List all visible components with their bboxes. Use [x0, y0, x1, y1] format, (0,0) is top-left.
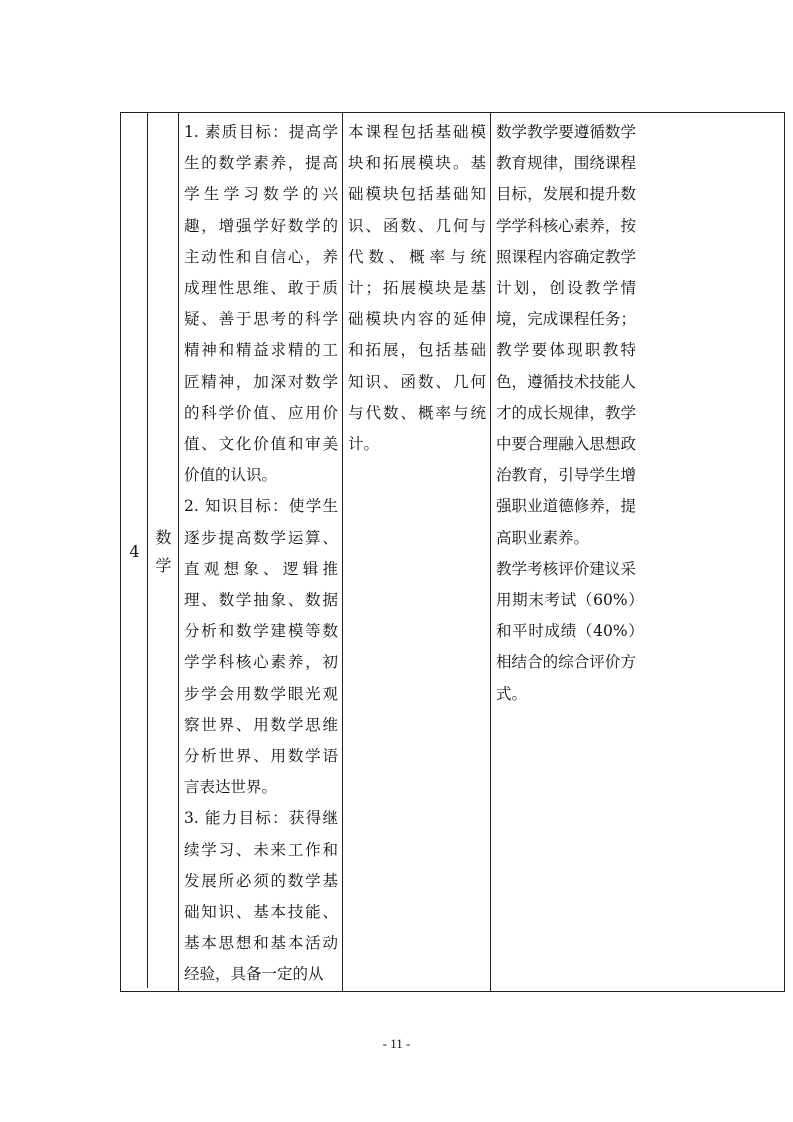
content-text	[343, 113, 490, 460]
objectives-text	[179, 113, 342, 991]
subject-char: 学	[155, 555, 172, 575]
row-number-cell	[121, 113, 179, 992]
content-paragraph: 本课程包括基础模块和拓展模块。基础模块包括基础知识、函数、几何与代数、概率与统计；拓展模块是基础模块内容的延伸和拓展，包括基础知识、函数、几何与代数、概率与统计。	[348, 123, 486, 454]
objectives-cell	[179, 113, 343, 992]
curriculum-table	[120, 112, 785, 992]
subject-char: 数	[155, 527, 172, 547]
number-subject-split	[121, 114, 179, 990]
row-number: 4	[129, 542, 140, 562]
requirement-paragraph: 数学教学要遵循数学教育规律，围绕课程目标，发展和提升数学学科核心素养，按照课程内容确定教学计划，创设教学情境，完成课程任务；教学要体现职教特色，遵循技术技能人才的成长规律，教学中要合理融入思想政治教育，引导学生增强职业道德修养，提高职业素养。	[496, 123, 636, 547]
requirements-cell	[491, 113, 785, 992]
page-number: - 11 -	[382, 1036, 411, 1051]
content-cell	[343, 113, 491, 992]
table-row	[121, 113, 785, 992]
requirement-paragraph: 教学考核评价建议采用期末考试（60%）和平时成绩（40%）相结合的综合评价方式。	[496, 559, 636, 703]
requirements-text	[491, 113, 640, 710]
subject-cell	[148, 114, 179, 990]
objective-paragraph: 3. 能力目标：获得继续学习、未来工作和发展所必须的数学基础知识、基本技能、基本思想和基本活动经验，具备一定的从	[184, 809, 338, 984]
objective-paragraph: 2. 知识目标：使学生逐步提高数学运算、直观想象、逻辑推理、数学抽象、数据分析和数学建模等数学学科核心素养，初步学会用数学眼光观察世界、用数学思维分析世界、用数学语言表达世界。	[184, 497, 338, 797]
subject-name	[148, 524, 179, 580]
objective-paragraph: 1. 素质目标：提高学生的数学素养，提高学生学习数学的兴趣，增强学好数学的主动性和自信心，养成理性思维、敢于质疑、善于思考的科学精神和精益求精的工匠精神，加深对数学的科学价值、应用价值、文化价值和审美价值的认识。	[184, 123, 338, 485]
column-divider	[147, 112, 148, 988]
